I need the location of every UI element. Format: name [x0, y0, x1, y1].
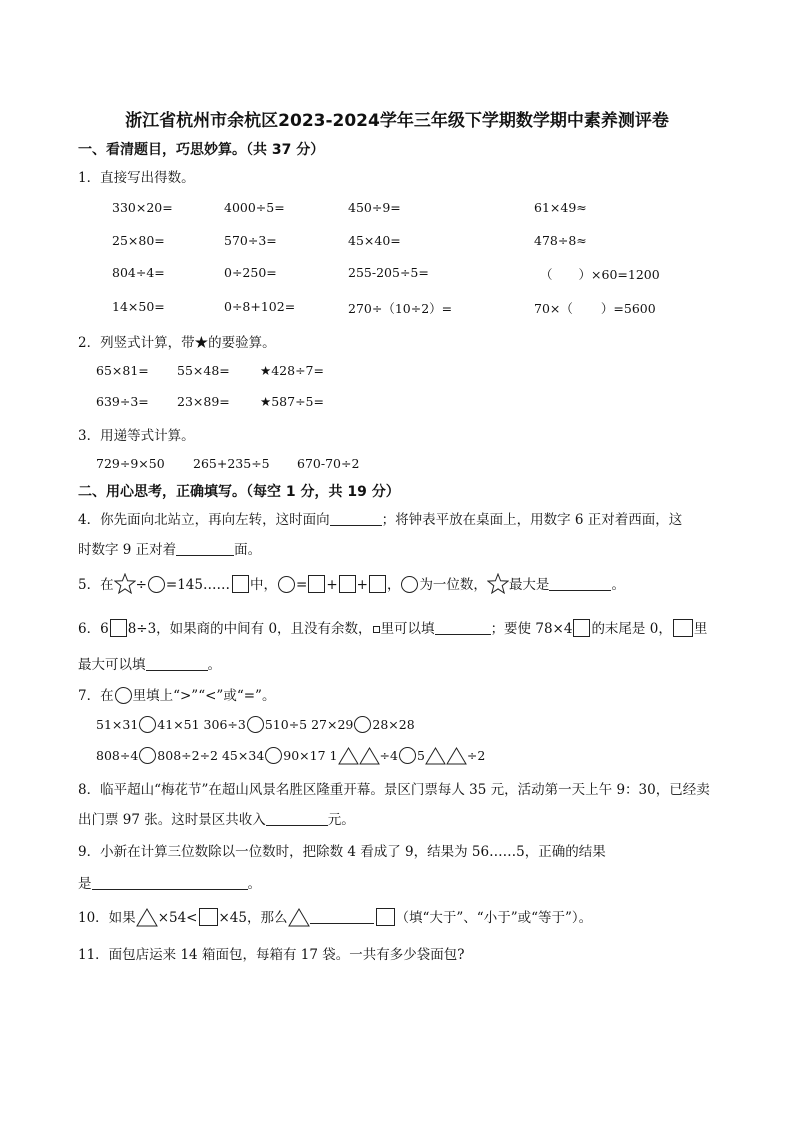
circle-icon [115, 687, 132, 704]
calc-item: 670-70÷2 [297, 456, 360, 471]
answer-blank[interactable] [176, 541, 234, 556]
calc-item: 55×48= [177, 363, 230, 378]
section-heading-1: 一、看清题目，巧思妙算。（共 37 分） [78, 142, 325, 158]
question-5: 5．在 ÷ =145…… 中， = + + ， 为一位数， 最大是 。 [78, 573, 625, 594]
question-4-line-2: 时数字 9 正对着 面。 [78, 542, 262, 558]
calc-item: 270÷（10÷2）= [348, 301, 453, 316]
circle-icon[interactable] [148, 576, 165, 593]
calc-item: 65×81= [96, 363, 149, 378]
question-6-line-1: 6．6 8÷3，如果商的中间有 0，且没有余数， 里可以填 ；要使 78×4 的末尾是 0， 里 [78, 621, 708, 637]
square-box[interactable] [369, 575, 386, 593]
compare-circle[interactable] [354, 716, 371, 733]
answer-blank[interactable] [266, 811, 328, 826]
square-box[interactable] [573, 619, 590, 637]
question-4-line-1: 4．你先面向北站立，再向左转，这时面向 ；将钟表平放在桌面上，用数字 6 正对着西面，这 [78, 512, 683, 528]
calc-item: 330×20= [112, 200, 173, 215]
calc-item: 255-205÷5= [348, 265, 429, 280]
question-3-label: 3．用递等式计算。 [78, 428, 195, 444]
square-box[interactable] [673, 619, 693, 637]
calc-item: 478÷8≈ [534, 233, 587, 248]
answer-blank[interactable] [310, 909, 374, 924]
calc-item: 0÷250= [224, 265, 277, 280]
calc-item: 729÷9×50 [96, 456, 165, 471]
calc-item: 23×89= [177, 394, 230, 409]
answer-blank[interactable] [549, 576, 611, 591]
triangle-icon[interactable] [338, 747, 359, 765]
calc-item-fill-paren: （ ）×60=1200 [540, 267, 660, 282]
calc-item: 25×80= [112, 233, 165, 248]
square-box[interactable] [308, 575, 325, 593]
calc-item: 639÷3= [96, 394, 149, 409]
compare-circle[interactable] [265, 747, 282, 764]
question-8-line-2: 出门票 97 张。这时景区共收入 元。 [78, 812, 355, 828]
square-box[interactable] [110, 619, 127, 637]
question-1-label: 1．直接写出得数。 [78, 170, 195, 186]
square-box[interactable] [232, 575, 249, 593]
small-square-icon [373, 626, 380, 633]
calc-item: 61×49≈ [534, 200, 587, 215]
answer-blank[interactable] [435, 620, 491, 635]
answer-blank[interactable] [146, 656, 208, 671]
triangle-icon[interactable] [446, 747, 467, 765]
question-9-line-2: 是 。 [78, 876, 261, 892]
compare-circle[interactable] [139, 747, 156, 764]
page-title: 浙江省杭州市余杭区2023-2024学年三年级下学期数学期中素养测评卷 [125, 111, 669, 131]
calc-item: 45×40= [348, 233, 401, 248]
question-8-line-1: 8．临平超山“梅花节”在超山风景名胜区隆重开幕。景区门票每人 35 元，活动第一天上午 9：30，已经卖 [78, 782, 710, 798]
answer-blank[interactable] [92, 875, 248, 890]
question-6-line-2: 最大可以填 。 [78, 657, 221, 673]
calc-item: 450÷9= [348, 200, 401, 215]
square-box[interactable] [376, 908, 395, 926]
question-2-label: 2．列竖式计算，带★的要验算。 [78, 335, 276, 351]
calc-item: 4000÷5= [224, 200, 285, 215]
calc-item: 0÷8+102= [224, 299, 296, 314]
star-icon[interactable] [487, 573, 509, 594]
circle-icon[interactable] [401, 576, 418, 593]
compare-circle[interactable] [247, 716, 264, 733]
calc-item: ★428÷7= [260, 363, 324, 378]
section-heading-2: 二、用心思考，正确填写。（每空 1 分，共 19 分） [78, 484, 400, 500]
question-7-row-2: 808÷4 808÷2÷2 45×34 90×17 1 ÷4 5 ÷2 [96, 748, 486, 763]
calc-item: 570÷3= [224, 233, 277, 248]
triangle-icon[interactable] [359, 747, 380, 765]
triangle-icon[interactable] [136, 908, 158, 927]
question-7-row-1: 51×31 41×51 306÷3 510÷5 27×29 28×28 [96, 717, 415, 732]
question-11: 11．面包店运来 14 箱面包，每箱有 17 袋。一共有多少袋面包? [78, 947, 465, 963]
calc-item: 804÷4= [112, 265, 165, 280]
circle-icon[interactable] [278, 576, 295, 593]
question-7-label: 7．在 里填上“>”“<”或“=”。 [78, 688, 276, 704]
calc-item: ★587÷5= [260, 394, 324, 409]
compare-circle[interactable] [139, 716, 156, 733]
star-icon[interactable] [114, 573, 136, 594]
calc-item: 265+235÷5 [193, 456, 270, 471]
question-10: 10．如果 ×54< ×45，那么 （填“大于”、“小于”或“等于”）。 [78, 910, 593, 926]
question-9-line-1: 9．小新在计算三位数除以一位数时，把除数 4 看成了 9，结果为 56……5，正确的结果 [78, 844, 606, 860]
compare-circle[interactable] [399, 747, 416, 764]
calc-item-fill-paren: 70×（ ）=5600 [534, 301, 656, 316]
answer-blank[interactable] [330, 511, 382, 526]
calc-item: 14×50= [112, 299, 165, 314]
square-box[interactable] [199, 908, 218, 926]
triangle-icon[interactable] [425, 747, 446, 765]
square-box[interactable] [339, 575, 356, 593]
triangle-icon[interactable] [288, 908, 310, 927]
